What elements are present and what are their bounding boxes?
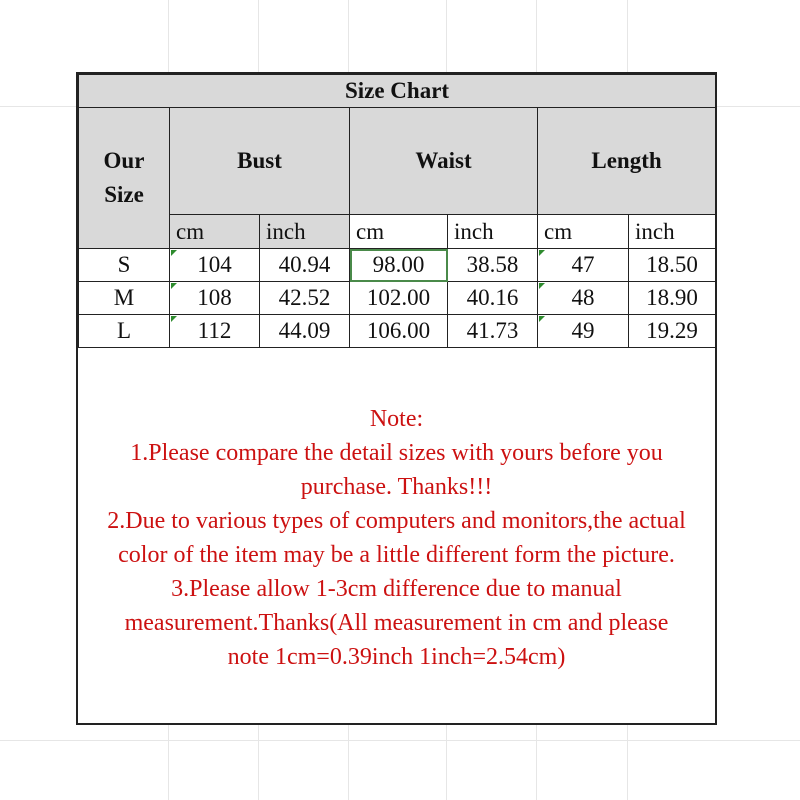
notes-block [78,402,715,674]
our-size-header-line1: Our [103,148,145,173]
data-cell[interactable]: 18.50 [629,249,716,282]
data-cell-selected[interactable]: 98.00 [350,249,448,282]
data-cell[interactable]: 112 [170,315,260,348]
notes-heading: Note: [369,406,424,432]
gridline [0,740,800,741]
unit-header: inch [629,215,716,249]
note-line: 3.Please allow 1-3cm difference due to manual [171,576,622,602]
data-cell[interactable]: 49 [538,315,629,348]
unit-header: inch [260,215,350,249]
data-cell[interactable]: 44.09 [260,315,350,348]
note-line: measurement.Thanks(All measurement in cm and please [124,610,669,636]
data-cell[interactable]: 108 [170,282,260,315]
data-cell[interactable]: 47 [538,249,629,282]
data-cell[interactable]: 40.16 [448,282,538,315]
table-row [79,249,716,282]
data-cell[interactable]: 104 [170,249,260,282]
data-cell[interactable]: 48 [538,282,629,315]
note-line: color of the item may be a little different form the picture. [118,542,675,568]
note-line: purchase. Thanks!!! [300,474,493,500]
table-title: Size Chart [79,75,716,108]
length-header: Length [538,108,716,215]
table-row [79,315,716,348]
unit-header: cm [170,215,260,249]
note-line: note 1cm=0.39inch 1inch=2.54cm) [227,644,566,670]
data-cell[interactable]: 38.58 [448,249,538,282]
size-label[interactable]: S [79,249,170,282]
unit-header: cm [538,215,629,249]
our-size-header-line2: Size [104,182,144,207]
data-cell[interactable]: 19.29 [629,315,716,348]
size-chart-frame [76,72,717,725]
data-cell[interactable]: 42.52 [260,282,350,315]
table-row [79,282,716,315]
data-cell[interactable]: 40.94 [260,249,350,282]
data-cell[interactable]: 102.00 [350,282,448,315]
unit-header: cm [350,215,448,249]
waist-header: Waist [350,108,538,215]
size-label[interactable]: L [79,315,170,348]
size-chart-table [78,74,716,348]
bust-header: Bust [170,108,350,215]
size-label[interactable]: M [79,282,170,315]
data-cell[interactable]: 18.90 [629,282,716,315]
our-size-header [79,108,170,249]
note-line: 2.Due to various types of computers and monitors,the actual [107,508,686,534]
data-cell[interactable]: 106.00 [350,315,448,348]
note-line: 1.Please compare the detail sizes with yours before you [130,440,663,466]
unit-header: inch [448,215,538,249]
data-cell[interactable]: 41.73 [448,315,538,348]
